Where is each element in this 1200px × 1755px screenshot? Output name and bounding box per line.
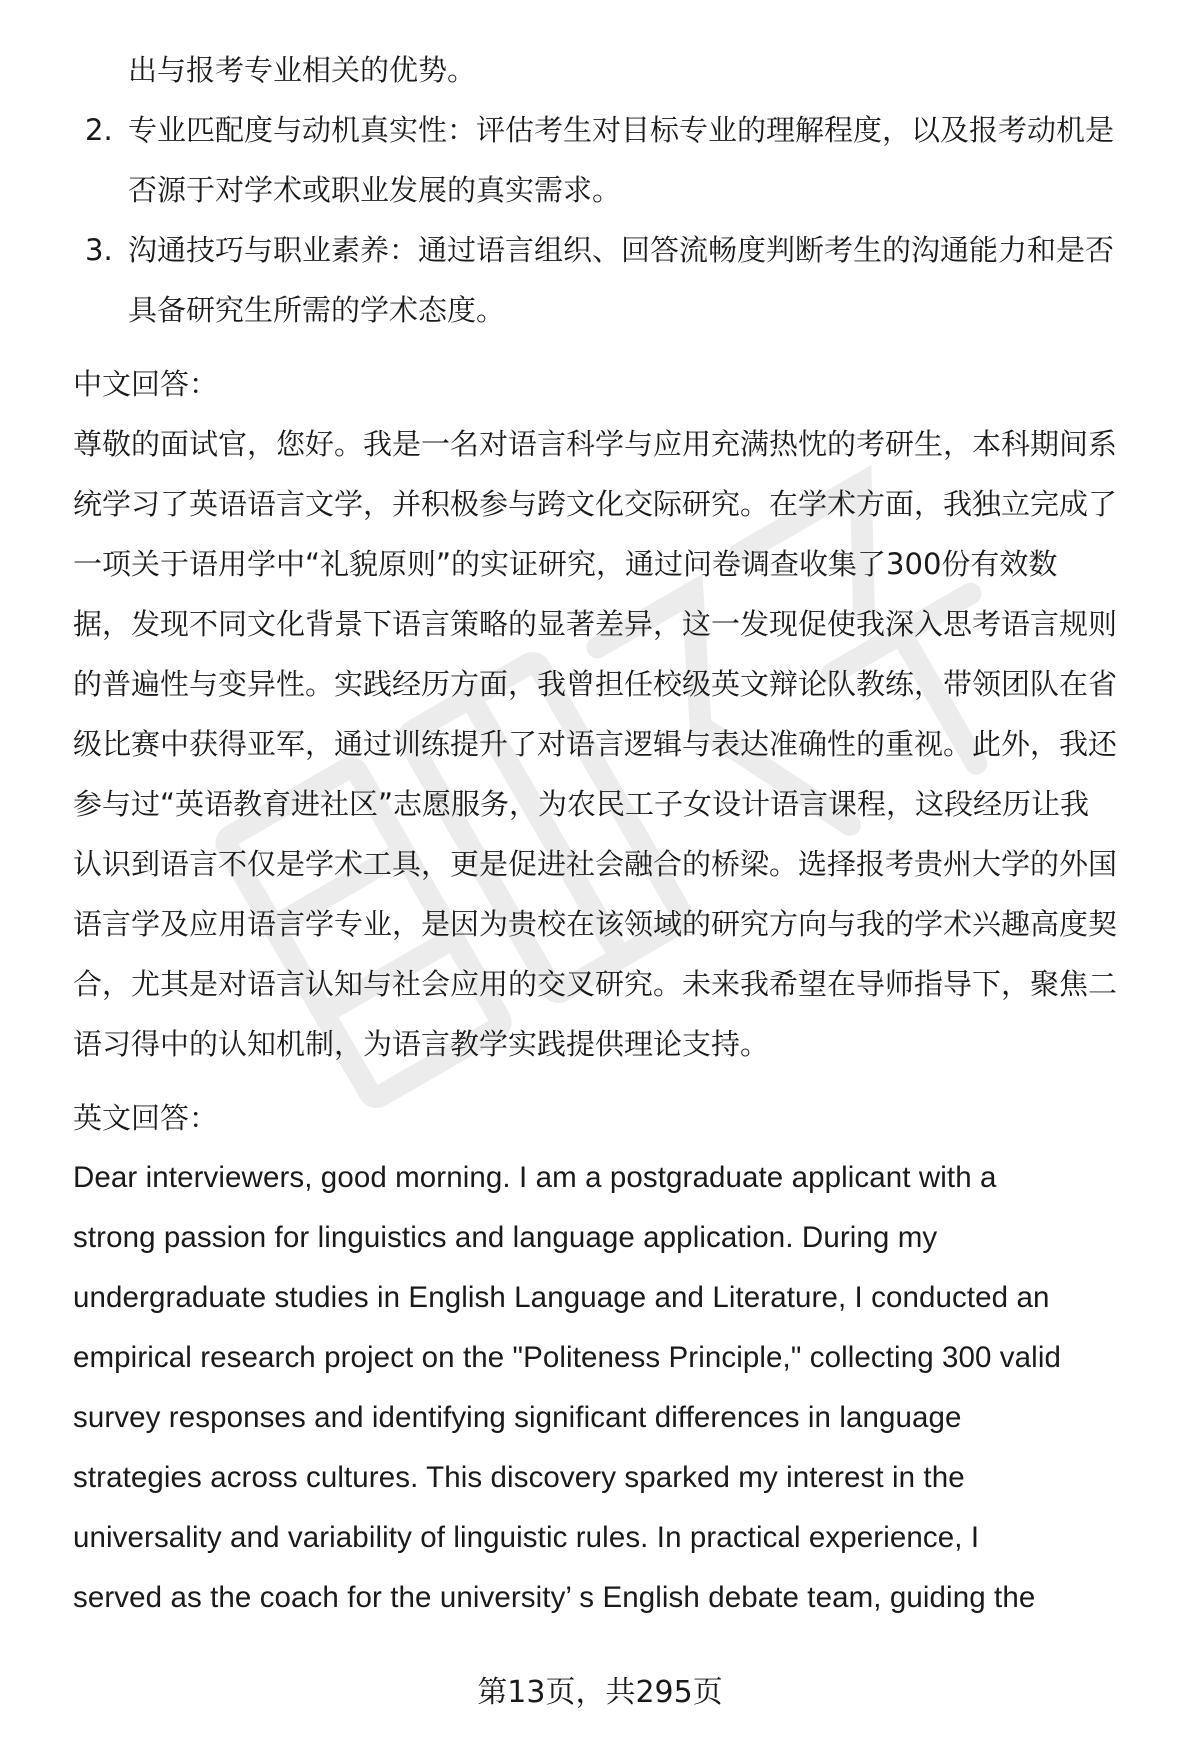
paragraph-line: 统学习了英语语言文学，并积极参与跨文化交际研究。在学术方面，我独立完成了 <box>73 487 1118 521</box>
paragraph-line: strong passion for linguistics and language application. During my <box>73 1221 938 1254</box>
list-number: 2. <box>85 113 113 147</box>
list-item-text: 出与报考专业相关的优势。 <box>128 53 477 87</box>
paragraph-line: 尊敬的面试官，您好。我是一名对语言科学与应用充满热忱的考研生，本科期间系 <box>73 427 1118 461</box>
paragraph-line: strategies across cultures. This discovery sparked my interest in the <box>73 1461 965 1494</box>
paragraph-line: survey responses and identifying significant differences in language <box>73 1401 962 1434</box>
english-answer-paragraph <box>73 1148 1153 1628</box>
list-item <box>73 100 1153 220</box>
page-number-footer: 第13页，共295页 <box>477 1675 723 1710</box>
paragraph-line: 认识到语言不仅是学术工具，更是促进社会融合的桥梁。选择报考贵州大学的外国 <box>73 847 1118 881</box>
paragraph-line: 合，尤其是对语言认知与社会应用的交叉研究。未来我希望在导师指导下，聚焦二 <box>73 967 1118 1001</box>
paragraph-line: 的普遍性与变异性。实践经历方面，我曾担任校级英文辩论队教练，带领团队在省 <box>73 667 1118 701</box>
paragraph-line: 参与过“英语教育进社区”志愿服务，为农民工子女设计语言课程，这段经历让我 <box>73 787 1090 821</box>
list-line: 否源于对学术或职业发展的真实需求。 <box>128 173 622 207</box>
paragraph-line: 一项关于语用学中“礼貌原则”的实证研究，通过问卷调查收集了300份有效数 <box>73 547 1058 581</box>
list-line: 沟通技巧与职业素养：通过语言组织、回答流畅度判断考生的沟通能力和是否 <box>128 233 1115 267</box>
paragraph-line: 据，发现不同文化背景下语言策略的显著差异，这一发现促使我深入思考语言规则 <box>73 607 1118 641</box>
list-line: 具备研究生所需的学术态度。 <box>128 293 506 327</box>
chinese-answer-paragraph <box>73 414 1153 1074</box>
page-content <box>73 40 1153 1628</box>
list-number: 3. <box>85 233 113 267</box>
paragraph-line: 语习得中的认知机制，为语言教学实践提供理论支持。 <box>73 1027 770 1061</box>
paragraph-line: universality and variability of linguistic rules. In practical experience, I <box>73 1521 980 1554</box>
paragraph-line: empirical research project on the "Politeness Principle," collecting 300 valid <box>73 1341 1061 1374</box>
list-item-continuation <box>73 40 1153 100</box>
english-answer-heading: 英文回答： <box>73 1101 219 1135</box>
paragraph-line: Dear interviewers, good morning. I am a postgraduate applicant with a <box>73 1161 997 1194</box>
list-line: 专业匹配度与动机真实性：评估考生对目标专业的理解程度，以及报考动机是 <box>128 113 1115 147</box>
chinese-answer-heading: 中文回答： <box>73 367 219 401</box>
paragraph-line: undergraduate studies in English Language and Literature, I conducted an <box>73 1281 1050 1314</box>
paragraph-line: served as the coach for the university’ s English debate team, guiding the <box>73 1581 1036 1614</box>
paragraph-line: 语言学及应用语言学专业，是因为贵校在该领域的研究方向与我的学术兴趣高度契 <box>73 907 1118 941</box>
paragraph-line: 级比赛中获得亚军，通过训练提升了对语言逻辑与表达准确性的重视。此外，我还 <box>73 727 1118 761</box>
list-item <box>73 220 1153 340</box>
